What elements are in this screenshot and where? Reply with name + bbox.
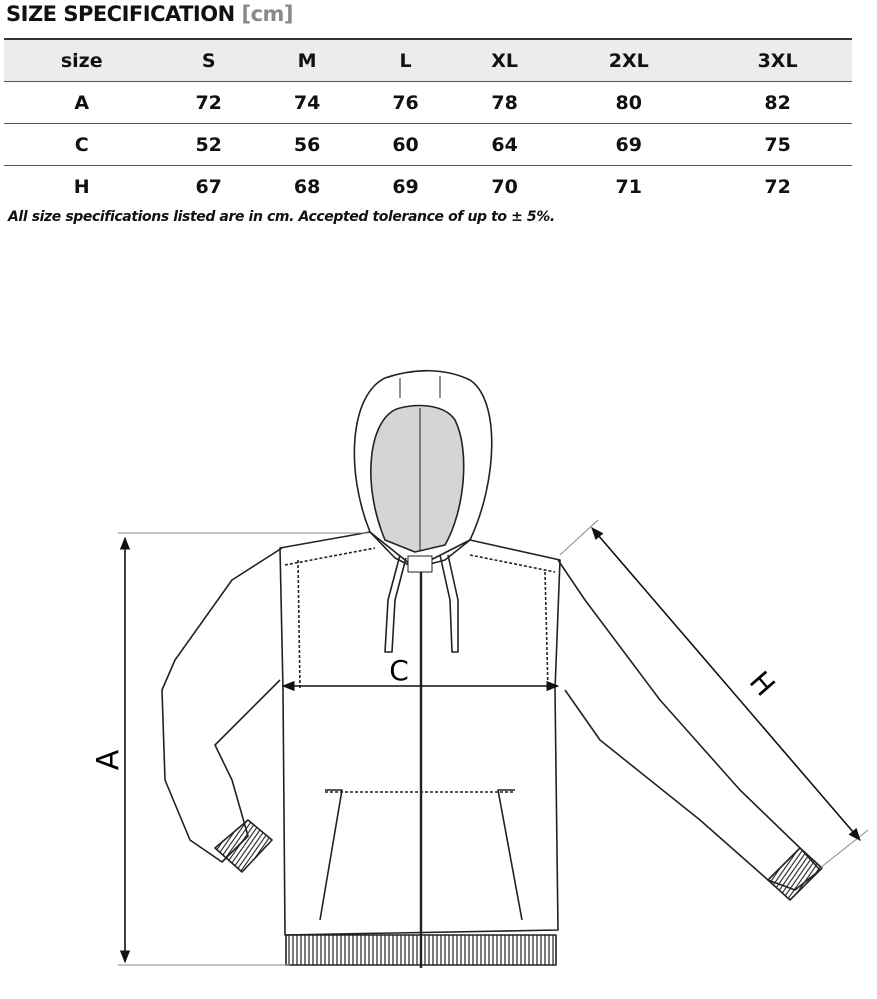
hoodie-outline xyxy=(162,371,822,968)
table-cell: 69 xyxy=(615,133,642,156)
measure-h xyxy=(560,520,868,868)
table-cell: 72 xyxy=(195,91,222,114)
table-cell: 60 xyxy=(392,133,419,156)
table-cell: 52 xyxy=(195,133,222,156)
table-cell: 56 xyxy=(293,133,321,156)
title-unit: [cm] xyxy=(241,2,294,26)
table-cell: 78 xyxy=(491,91,518,114)
left-sleeve xyxy=(162,548,282,862)
pocket-left xyxy=(320,790,342,920)
table-cell: 82 xyxy=(764,91,791,114)
table-cell: 64 xyxy=(491,133,518,156)
arrow-h xyxy=(592,528,860,840)
table-cell: A xyxy=(74,91,90,114)
hood-inner xyxy=(371,406,464,552)
table-cell: 80 xyxy=(615,91,642,114)
neck-label xyxy=(408,556,432,572)
pocket-right xyxy=(498,790,522,920)
header-cell: 3XL xyxy=(757,49,798,72)
header-cell: size xyxy=(60,49,103,72)
label-h: H xyxy=(742,664,782,703)
tolerance-note: All size specifications listed are in cm. Accepted tolerance of up to ± 5%. xyxy=(8,209,555,225)
table-cell: 70 xyxy=(491,175,518,198)
table-cell: 71 xyxy=(615,175,642,198)
left-cuff xyxy=(215,820,272,872)
table-cell: 67 xyxy=(195,175,222,198)
table-cell: 68 xyxy=(293,175,321,198)
table-cell: 74 xyxy=(293,91,321,114)
table-cell: C xyxy=(74,133,89,156)
header-cell: S xyxy=(201,49,216,72)
table-cell: 72 xyxy=(764,175,791,198)
header-cell: L xyxy=(399,49,412,72)
label-c: C xyxy=(389,654,409,687)
right-cuff xyxy=(768,848,822,900)
drawstring-right xyxy=(440,555,458,652)
header-cell: XL xyxy=(491,49,518,72)
table-cell: H xyxy=(73,175,90,198)
title-main: SIZE SPECIFICATION xyxy=(6,2,235,26)
waistband xyxy=(286,935,556,965)
table-cell: 76 xyxy=(392,91,419,114)
drawstring-left xyxy=(385,555,406,652)
table-cell: 75 xyxy=(764,133,791,156)
label-a: A xyxy=(91,749,126,771)
header-cell: M xyxy=(297,49,317,72)
table-cell: 69 xyxy=(392,175,419,198)
measure-a xyxy=(91,533,368,965)
header-cell: 2XL xyxy=(608,49,649,72)
right-sleeve xyxy=(558,560,820,890)
